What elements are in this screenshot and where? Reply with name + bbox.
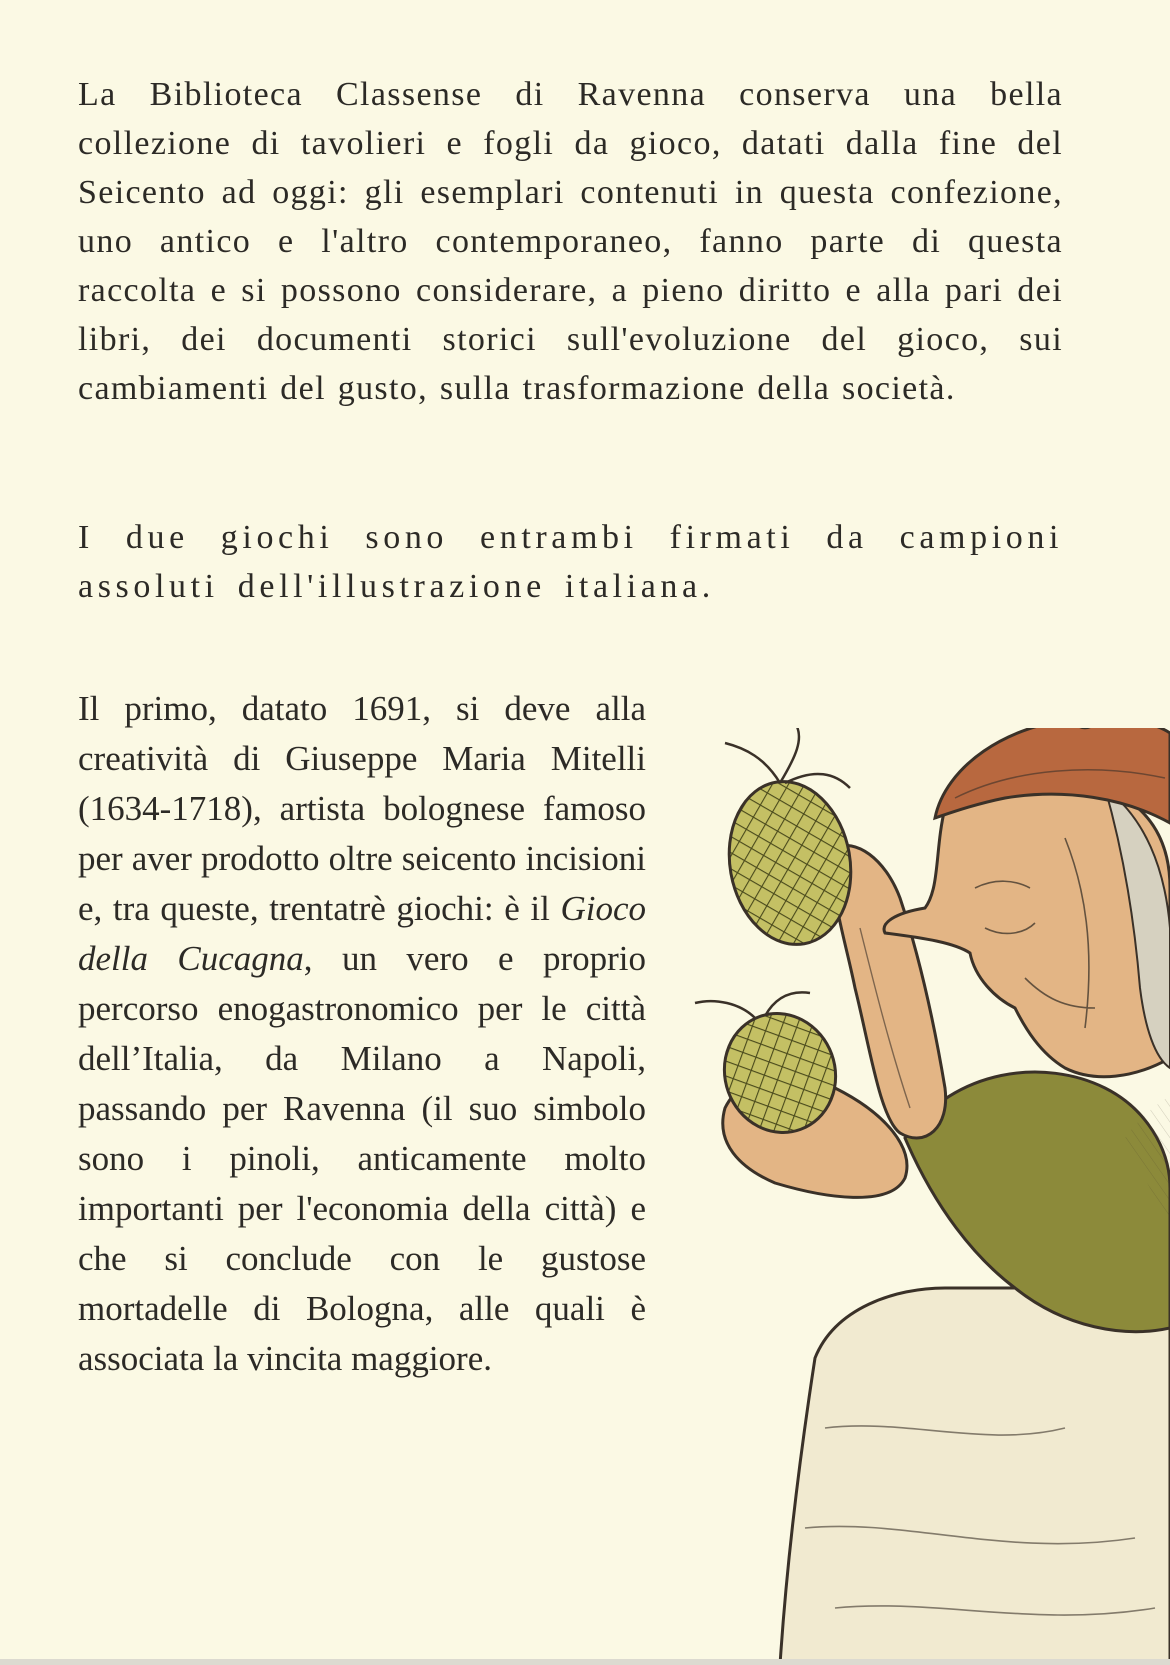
paragraph-intro: La Biblioteca Classense di Ravenna conserva una bella collezione di tavolieri e fogli da gioco, datati dalla fine del Seicento ad oggi: gli esemplari contenuti in questa confezione, uno antico e l'altro contemporaneo, fanno parte di questa raccolta e si possono considerare, a pieno diritto e alla pari dei libri, dei documenti storici sull'evoluzione del gioco, sui cambiamenti del gusto, sulla trasformazione della società. [78,76,1063,407]
engraving-illustration [685,728,1170,1665]
paragraph-mitelli [78,684,646,1384]
paragraph-mitelli-text-a: Il primo, datato 1691, si deve alla creatività di Giuseppe Maria Mitelli (1634-1718), artista bolognese famoso per aver prodotto oltre seicento incisioni e, tra queste, trentatrè giochi: è il [78,689,646,928]
game-title: Gioco della Cucagna [78,889,646,978]
paragraph-two-games: I due giochi sono entrambi firmati da campioni assoluti dell'illustrazione italiana. [78,519,1063,605]
scan-edge [0,1659,1170,1665]
paragraph-mitelli-text-b: , un vero e proprio percorso enogastronomico per le città dell’Italia, da Milano a Napoli, passando per Ravenna (il suo simbolo sono i pinoli, anticamente molto importanti per l'economia della città) e che si conclude con le gustose mortadelle di Bologna, alle quali è associata la vincita maggiore. [78,939,646,1378]
